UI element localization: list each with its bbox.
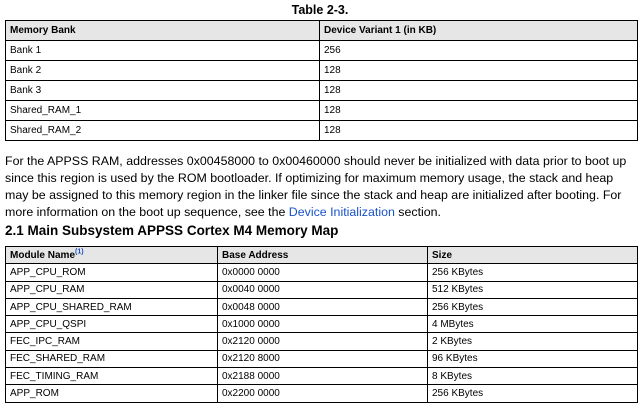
module-name-cell: FEC_TIMING_RAM xyxy=(6,368,218,385)
table-row xyxy=(6,41,638,61)
table-row xyxy=(6,298,638,315)
header-memory-bank: Memory Bank xyxy=(6,21,320,41)
table-row xyxy=(6,333,638,350)
header-base-address: Base Address xyxy=(218,247,428,264)
module-name-cell: APP_ROM xyxy=(6,385,218,402)
module-name-cell: APP_CPU_ROM xyxy=(6,264,218,281)
memory-map-table xyxy=(5,246,638,403)
paragraph-text: For the APPSS RAM, addresses 0x00458000 to 0x00460000 should never be initialized with data prior to boot up since this region is used by the ROM bootloader. If optimizing for maximum memory usage, the stack and heap may be assigned to this memory region in the linker file since the stack and heap are initialized after booting. For more information on the boot up sequence, see the xyxy=(5,154,627,219)
bank-size-cell: 128 xyxy=(320,81,638,101)
header-size: Size xyxy=(428,247,638,264)
memory-bank-table xyxy=(5,20,638,141)
size-cell: 256 KBytes xyxy=(428,264,638,281)
module-name-cell: APP_CPU_RAM xyxy=(6,281,218,298)
size-cell: 256 KBytes xyxy=(428,298,638,315)
table-row xyxy=(6,385,638,402)
base-address-cell: 0x2200 0000 xyxy=(218,385,428,402)
table-row xyxy=(6,101,638,121)
base-address-cell: 0x1000 0000 xyxy=(218,316,428,333)
module-name-cell: APP_CPU_QSPI xyxy=(6,316,218,333)
module-name-cell: APP_CPU_SHARED_RAM xyxy=(6,298,218,315)
base-address-cell: 0x0048 0000 xyxy=(218,298,428,315)
bank-size-cell: 128 xyxy=(320,121,638,141)
size-cell: 2 KBytes xyxy=(428,333,638,350)
bank-size-cell: 256 xyxy=(320,41,638,61)
footnote-link[interactable]: (1) xyxy=(75,248,84,256)
base-address-cell: 0x2120 0000 xyxy=(218,333,428,350)
bank-size-cell: 128 xyxy=(320,101,638,121)
module-name-cell: FEC_IPC_RAM xyxy=(6,333,218,350)
header-module-name-label: Module Name xyxy=(10,249,76,261)
bank-name-cell: Bank 1 xyxy=(6,41,320,61)
table-row xyxy=(6,281,638,298)
bank-name-cell: Shared_RAM_1 xyxy=(6,101,320,121)
header-module-name xyxy=(6,247,218,264)
table-header-row xyxy=(6,247,638,264)
table-row xyxy=(6,61,638,81)
size-cell: 512 KBytes xyxy=(428,281,638,298)
module-name-cell: FEC_SHARED_RAM xyxy=(6,350,218,367)
bank-name-cell: Shared_RAM_2 xyxy=(6,121,320,141)
size-cell: 256 KBytes xyxy=(428,385,638,402)
size-cell: 4 MBytes xyxy=(428,316,638,333)
bank-name-cell: Bank 2 xyxy=(6,61,320,81)
section-heading: 2.1 Main Subsystem APPSS Cortex M4 Memory Map xyxy=(5,223,339,238)
base-address-cell: 0x0000 0000 xyxy=(218,264,428,281)
bank-name-cell: Bank 3 xyxy=(6,81,320,101)
device-initialization-link[interactable]: Device Initialization xyxy=(288,205,395,219)
table-row xyxy=(6,264,638,281)
base-address-cell: 0x0040 0000 xyxy=(218,281,428,298)
table-row xyxy=(6,368,638,385)
base-address-cell: 0x2188 0000 xyxy=(218,368,428,385)
paragraph-text-end: section. xyxy=(394,205,442,219)
header-device-variant: Device Variant 1 (in KB) xyxy=(320,21,638,41)
base-address-cell: 0x2120 8000 xyxy=(218,350,428,367)
table-header-row xyxy=(6,21,638,41)
table-row xyxy=(6,81,638,101)
table-caption: Table 2-3. xyxy=(291,3,349,17)
bank-size-cell: 128 xyxy=(320,61,638,81)
size-cell: 8 KBytes xyxy=(428,368,638,385)
table-row xyxy=(6,316,638,333)
table-row xyxy=(6,350,638,367)
size-cell: 96 KBytes xyxy=(428,350,638,367)
table-row xyxy=(6,121,638,141)
appss-ram-paragraph xyxy=(5,153,637,221)
